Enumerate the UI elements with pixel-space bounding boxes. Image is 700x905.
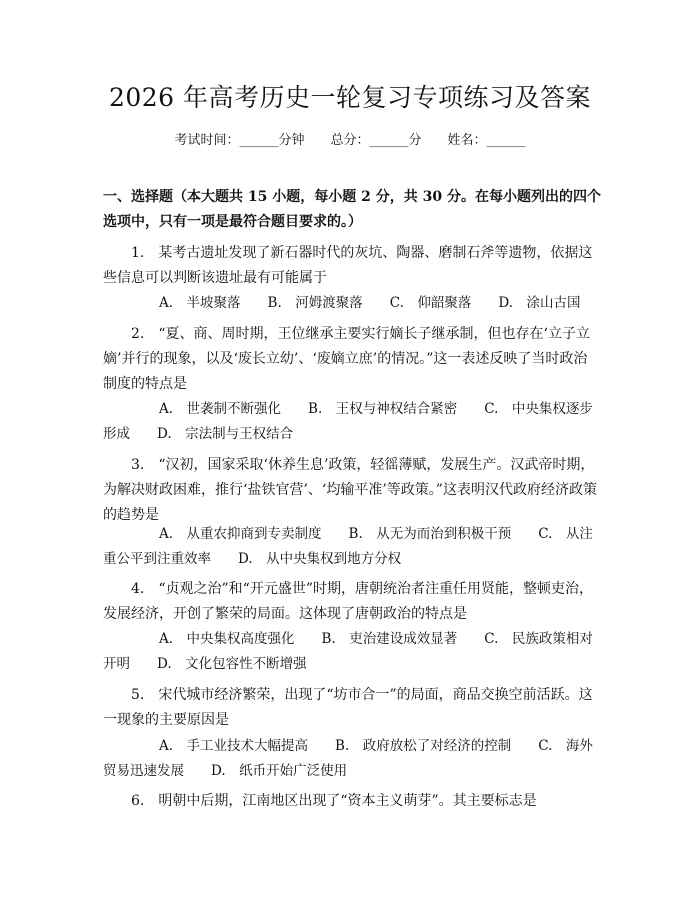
question-stem-5: 5. 宋代城市经济繁荣，出现了“坊市合一”的局面，商品交换空前活跃。这一现象的主要原因是: [103, 687, 593, 728]
exam-meta: [0, 130, 700, 152]
student-name-field: 姓名：______: [447, 133, 526, 148]
exam-time-field: 考试时间：______分钟: [174, 133, 305, 148]
question-stem-6: 6. 明朝中后期，江南地区出现了“资本主义萌芽”。其主要标志是: [131, 793, 537, 809]
question-stem-1: 1. 某考古遗址发现了新石器时代的灰坑、陶器、磨制石斧等遗物，依据这些信息可以判断该遗址最有可能属于: [103, 245, 593, 286]
total-score-field: 总分：______分: [330, 133, 422, 148]
question-stem-3: 3. “汉初，国家采取‘休养生息’政策，轻徭薄赋，发展生产。汉武帝时期，为解决财政困难，推行‘盐铁官营’、‘均输平准’等政策。”这表明汉代政府经济政策的趋势是: [103, 457, 597, 523]
question-options-1: A. 半坡聚落 B. 河姆渡聚落 C. 仰韶聚落 D. 涂山古国: [159, 295, 581, 311]
question-options-3: A. 从重农抑商到专卖制度 B. 从无为而治到积极干预 C. 从注重公平到注重效率 D. 从中央集权到地方分权: [103, 526, 593, 567]
page-title: 2026 年高考历史一轮复习专项练习及答案: [108, 83, 592, 112]
question-options-4: A. 中央集权高度强化 B. 吏治建设成效显著 C. 民族政策相对开明 D. 文化包容性不断增强: [103, 631, 593, 672]
question-options-5: A. 手工业技术大幅提高 B. 政府放松了对经济的控制 C. 海外贸易迅速发展 D. 纸币开始广泛使用: [103, 738, 593, 779]
section-heading: 一、选择题（本大题共 15 小题，每小题 2 分，共 30 分。在每小题列出的四个选项中，只有一项是最符合题目要求的。）: [103, 189, 601, 230]
question-stem-2: 2. “夏、商、周时期，王位继承主要实行嫡长子继承制，但也存在‘立子立嫡’并行的现象，以及‘废长立幼’、‘废嫡立庶’的情况。”这一表述反映了当时政治制度的特点是: [103, 326, 590, 392]
question-options-2: A. 世袭制不断强化 B. 王权与神权结合紧密 C. 中央集权逐步形成 D. 宗法制与王权结合: [103, 401, 593, 442]
question-stem-4: 4. “贞观之治”和“开元盛世”时期，唐朝统治者注重任用贤能，整顿吏治，发展经济，开创了繁荣的局面。这体现了唐朝政治的特点是: [103, 581, 593, 622]
